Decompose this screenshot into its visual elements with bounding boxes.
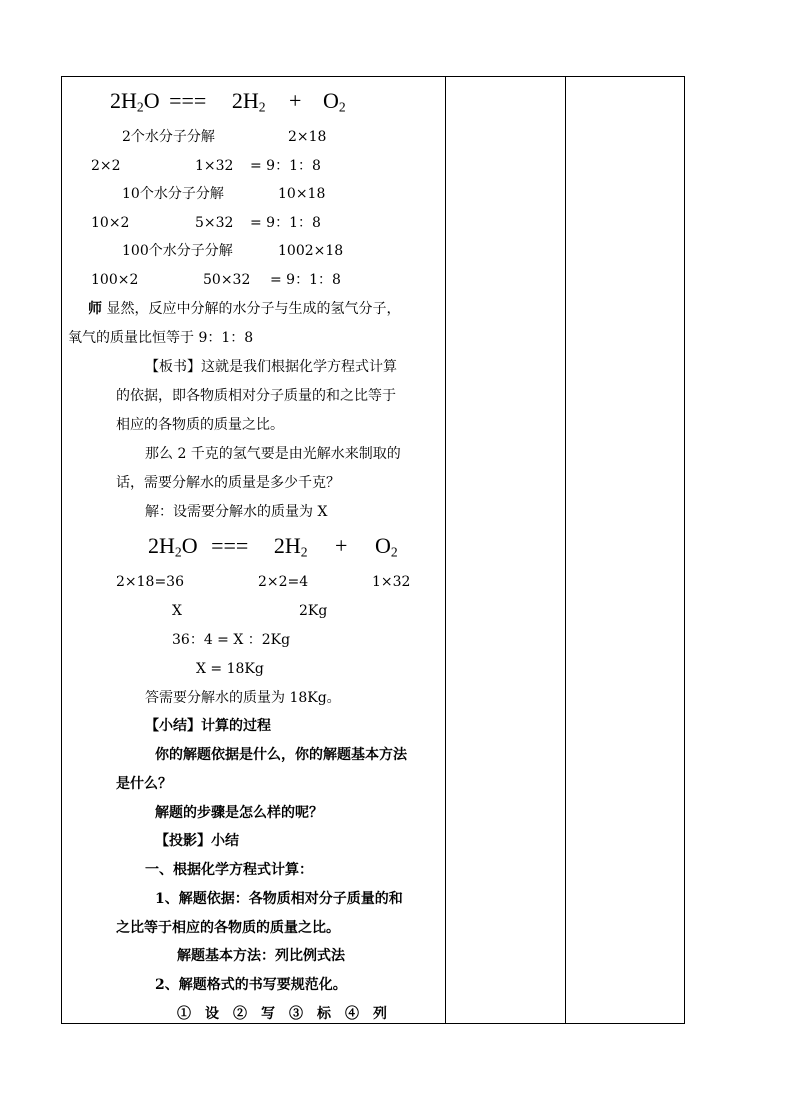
summary-title: 【小结】计算的过程 <box>145 718 271 734</box>
text-line: 2×18=36 <box>116 574 184 590</box>
eq-subscript: 2 <box>258 99 266 115</box>
text-line: 相应的各物质的质量之比。 <box>116 417 284 433</box>
text-line: = 9：1：8 <box>270 272 341 288</box>
eq-term: 2H <box>148 533 175 558</box>
text-line: 1002×18 <box>278 243 344 259</box>
text-line: 2×2 <box>91 158 121 174</box>
text-line: 2×2=4 <box>258 574 309 590</box>
text-line: 10个水分子分解 <box>122 186 224 202</box>
text-line: 你的解题依据是什么，你的解题基本方法 <box>155 747 407 763</box>
text-line: 2、解题格式的书写要规范化。 <box>155 977 347 993</box>
text-line: 解：设需要分解水的质量为 X <box>145 504 328 520</box>
text-line: 5×32 <box>195 215 234 231</box>
column-divider <box>565 77 566 1023</box>
eq-subscript: 2 <box>338 99 346 115</box>
equation-2 <box>148 533 398 565</box>
text-line: 10×18 <box>278 186 326 202</box>
eq-sign: === <box>169 88 207 113</box>
text-line: 解题基本方法：列比例式法 <box>177 948 345 964</box>
text-line: 那么 2 千克的氢气要是由光解水来制取的 <box>145 446 401 462</box>
text-line: 100个水分子分解 <box>122 243 233 259</box>
teacher-line <box>88 300 400 318</box>
text-span: 显然，反应中分解的水分子与生成的氢气分子， <box>102 301 401 317</box>
eq-term: O <box>322 88 339 113</box>
eq-plus: + <box>289 88 302 113</box>
text-line: X = 18Kg <box>196 661 264 677</box>
text-line: = 9：1：8 <box>250 215 321 231</box>
eq-subscript: 2 <box>136 99 144 115</box>
eq-term: 2H <box>110 88 137 113</box>
teacher-label: 师 <box>88 301 102 317</box>
text-line: 解题的步骤是怎么样的呢？ <box>155 805 323 821</box>
text-line: 氧气的质量比恒等于 9：1：8 <box>68 330 254 346</box>
text-line: 1×32 <box>195 158 234 174</box>
text-line: 50×32 <box>203 272 251 288</box>
text-line: 2个水分子分解 <box>122 129 215 145</box>
text-line: 1×32 <box>372 574 411 590</box>
text-line: X <box>172 603 182 619</box>
eq-term: O <box>374 533 391 558</box>
text-line: 之比等于相应的各物质的质量之比。 <box>116 920 340 936</box>
equation-1 <box>110 88 346 120</box>
eq-term: 2H <box>273 533 301 558</box>
eq-term: O <box>143 88 160 113</box>
eq-sign: === <box>211 533 249 558</box>
text-line: 是什么？ <box>116 776 172 792</box>
eq-subscript: 2 <box>300 544 308 560</box>
eq-plus: + <box>335 533 348 558</box>
text-line: 1、解题依据：各物质相对分子质量的和 <box>155 891 403 907</box>
eq-term: 2H <box>231 88 259 113</box>
text-line: 话，需要分解水的质量是多少千克？ <box>116 475 340 491</box>
text-line: 【板书】这就是我们根据化学方程式计算 <box>145 359 397 375</box>
steps-line: ① 设 ② 写 ③ 标 ④ 列 <box>177 1006 387 1022</box>
text-line: 2×18 <box>288 129 327 145</box>
text-line: = 9：1：8 <box>250 158 321 174</box>
eq-subscript: 2 <box>174 544 182 560</box>
text-line: 36：4 = X ：2Kg <box>172 632 291 648</box>
text-line: 2Kg <box>299 603 328 619</box>
eq-subscript: 2 <box>390 544 398 560</box>
text-line: 的依据，即各物质相对分子质量的和之比等于 <box>116 388 396 404</box>
projection-title: 【投影】小结 <box>155 833 239 849</box>
text-line: 10×2 <box>91 215 130 231</box>
text-line: 答需要分解水的质量为 18Kg。 <box>145 690 341 706</box>
text-line: 100×2 <box>91 272 139 288</box>
eq-term: O <box>181 533 198 558</box>
section-heading: 一、根据化学方程式计算： <box>145 862 313 878</box>
column-divider <box>445 77 446 1023</box>
